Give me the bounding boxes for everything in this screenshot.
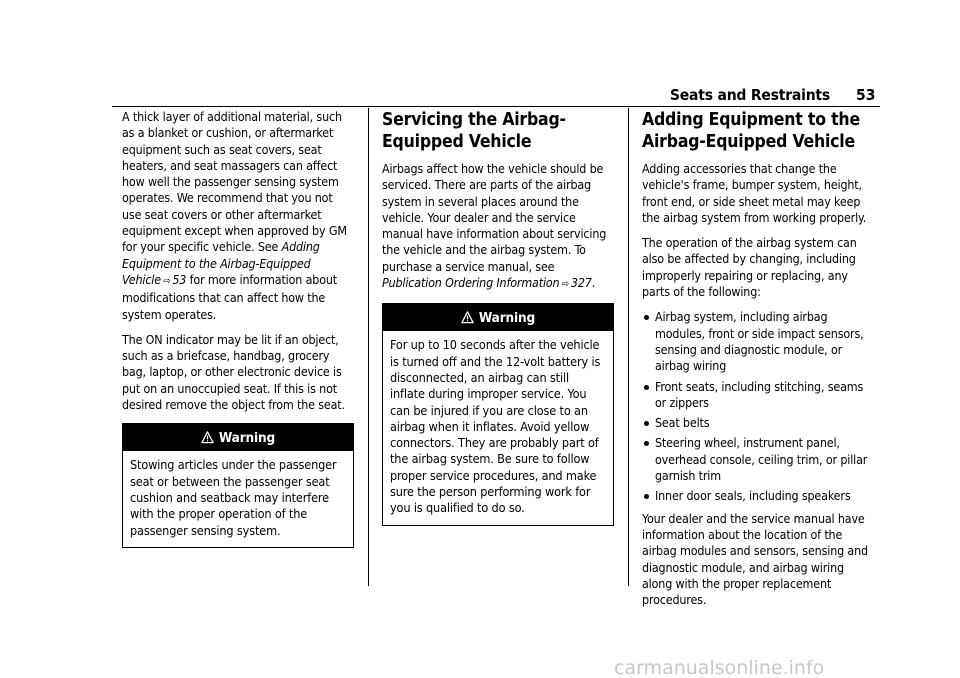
list-item: Front seats, including stitching, seams or zippers	[642, 379, 874, 412]
col1-paragraph-1: A thick layer of additional material, such as a blanket or cushion, or aftermarket equipment such as seat covers, seat heaters, and seat massagers can affect how well the passenger sensing system operates. We recommend that you not use seat covers or other aftermarket equipment except when approved by GM for your specific vehicle. See Adding Equipment to the Airbag-Equipped Vehicle ⇨ 53 for more information about modifications that can affect how the system operates.	[122, 109, 347, 322]
section-heading: Adding Equipment to the Airbag-Equipped Vehicle	[642, 110, 860, 152]
list-item: Inner door seals, including speakers	[642, 488, 874, 504]
page-header	[0, 86, 960, 106]
column-3	[642, 109, 874, 617]
warning-triangle-icon	[201, 431, 214, 444]
warning-header	[123, 424, 353, 451]
column-2	[382, 109, 614, 526]
column-divider-2	[628, 108, 629, 586]
col1-paragraph-2: The ON indicator may be lit if an object, such as a briefcase, handbag, grocery bag, laptop, or other electronic device is put on an unoccupied seat. If this is not desired remove the object from the seat.	[122, 331, 345, 413]
page-number: 53	[856, 86, 876, 104]
header-rule	[112, 106, 880, 107]
list-item: Steering wheel, instrument panel, overhead console, ceiling trim, or pillar garnish trim	[642, 435, 874, 484]
warning-title: Warning	[218, 429, 276, 446]
warning-text: Stowing articles under the passenger seat or between the passenger seat cushion and seatback may interfere with the proper operation of the passenger sensing system.	[130, 457, 337, 538]
section-title: Seats and Restraints	[669, 86, 830, 104]
section-heading: Servicing the Airbag-Equipped Vehicle	[382, 110, 566, 152]
warning-header	[383, 304, 613, 331]
col3-paragraph-1: Adding accessories that change the vehicle's frame, bumper system, height, front end, or side sheet metal may keep the airbag system from working properly.	[642, 161, 867, 225]
page-ref-arrow-icon: ⇨	[561, 279, 569, 291]
column-divider-1	[368, 108, 369, 586]
list-item: Seat belts	[642, 415, 874, 431]
column-1	[122, 109, 354, 548]
cross-reference-page[interactable]: 53	[172, 271, 187, 287]
warning-box	[122, 423, 354, 547]
cross-reference-link[interactable]: Adding Equipment to the Airbag-Equipped Vehicle	[122, 239, 320, 287]
cross-reference-page[interactable]: 327	[570, 275, 592, 291]
col3-paragraph-3: Your dealer and the service manual have information about the location of the airbag modules and sensors, sensing and diagnostic module, and airbag wiring along with the proper replacement procedures.	[642, 510, 868, 608]
parts-list	[642, 309, 874, 504]
page-ref-arrow-icon: ⇨	[162, 275, 171, 287]
watermark-text: carmanualsonline.info	[614, 657, 825, 678]
col2-paragraph-1: Airbags affect how the vehicle should be serviced. There are parts of the airbag system in several places around the vehicle. Your dealer and the service manual have information about servicing the vehicle and the airbag system. To purchase a service manual, see Publication Ordering Information ⇨ 327.	[382, 161, 607, 291]
cross-reference-link[interactable]: Publication Ordering Information	[382, 275, 560, 291]
warning-box	[382, 303, 614, 525]
col3-paragraph-2: The operation of the airbag system can also be affected by changing, including improperly repairing or replacing, any parts of the following:	[642, 235, 857, 300]
warning-text: For up to 10 seconds after the vehicle is turned off and the 12-volt battery is disconnected, an airbag can still inflate during improper service. You can be injured if you are close to an airbag when it inflates. Avoid yellow connectors. They are probably part of the airbag system. Be sure to follow proper service procedures, and make sure the person performing work for you is qualified to do so.	[390, 337, 601, 516]
warning-title: Warning	[478, 309, 536, 326]
warning-triangle-icon	[461, 311, 474, 324]
list-item: Airbag system, including airbag modules, front or side impact sensors, sensing and diagnostic module, or airbag wiring	[642, 309, 874, 374]
